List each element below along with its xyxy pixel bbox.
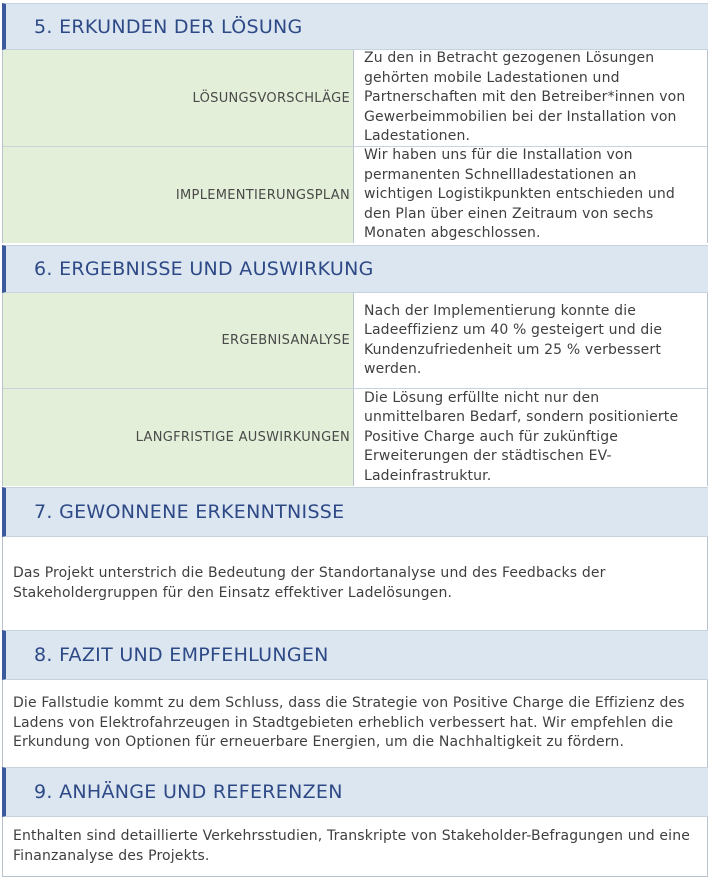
section-header-conclusion — [2, 630, 708, 680]
table-row — [3, 389, 707, 486]
section-title: 9. ANHÄNGE UND REFERENZEN — [34, 781, 343, 803]
section-header-lessons — [2, 487, 708, 537]
solution-table — [2, 50, 708, 243]
section-title: 8. FAZIT UND EMPFEHLUNGEN — [34, 644, 329, 666]
table-row — [3, 50, 707, 147]
section-header-appendix — [2, 767, 708, 817]
paragraph-text: Enthalten sind detaillierte Verkehrsstudien, Transkripte von Stakeholder-Befragungen und eine Finanzanalyse des Projekts. — [13, 828, 690, 864]
section-header-results — [2, 245, 708, 293]
section-header-solution — [2, 3, 708, 50]
results-table — [2, 293, 708, 486]
section-title: 7. GEWONNENE ERKENNTNISSE — [34, 501, 345, 523]
paragraph-text: Das Projekt unterstrich die Bedeutung der Standortanalyse und des Feedbacks der Stakeholdergruppen für den Einsatz effektiver Ladelösungen. — [13, 565, 606, 601]
row-text: Die Lösung erfüllte nicht nur den unmittelbaren Bedarf, sondern positionierte Positive Charge auch für zukünftige Erweiterungen der städtischen EV-Ladeinfrastruktur. — [364, 389, 679, 484]
table-row — [3, 293, 707, 389]
row-text: Nach der Implementierung konnte die Ladeeffizienz um 40 % gesteigert und die Kundenzufriedenheit um 25 % verbessert werden. — [364, 302, 663, 377]
row-label: ERGEBNISANALYSE — [3, 293, 354, 388]
table-row — [3, 147, 707, 243]
row-label: LANGFRISTIGE AUSWIRKUNGEN — [3, 389, 354, 486]
row-label: LÖSUNGSVORSCHLÄGE — [3, 50, 354, 146]
row-text: Zu den in Betracht gezogenen Lösungen gehörten mobile Ladestationen und Partnerschaften mit den Betreiber*innen von Gewerbeimmobilien bei der Installation von Ladestationen. — [364, 50, 686, 145]
conclusion-paragraph — [2, 680, 708, 767]
paragraph-text: Die Fallstudie kommt zu dem Schluss, dass die Strategie von Positive Charge die Effizienz des Ladens von Elektrofahrzeugen in Stadtgebieten erheblich verbessert hat. Wir empfehlen die Erkundung von Optionen für erneuerbare Energien, um die Nachhaltigkeit zu fördern. — [13, 695, 685, 751]
appendix-paragraph — [2, 817, 708, 877]
section-title: 6. ERGEBNISSE UND AUSWIRKUNG — [34, 258, 374, 280]
lessons-paragraph — [2, 537, 708, 630]
row-label: IMPLEMENTIERUNGSPLAN — [3, 147, 354, 243]
row-text: Wir haben uns für die Installation von permanenten Schnellladestationen an wichtigen Logistikpunkten entschieden und den Plan über einen Zeitraum von sechs Monaten abgeschlossen. — [364, 147, 675, 242]
section-title: 5. ERKUNDEN DER LÖSUNG — [34, 15, 303, 38]
